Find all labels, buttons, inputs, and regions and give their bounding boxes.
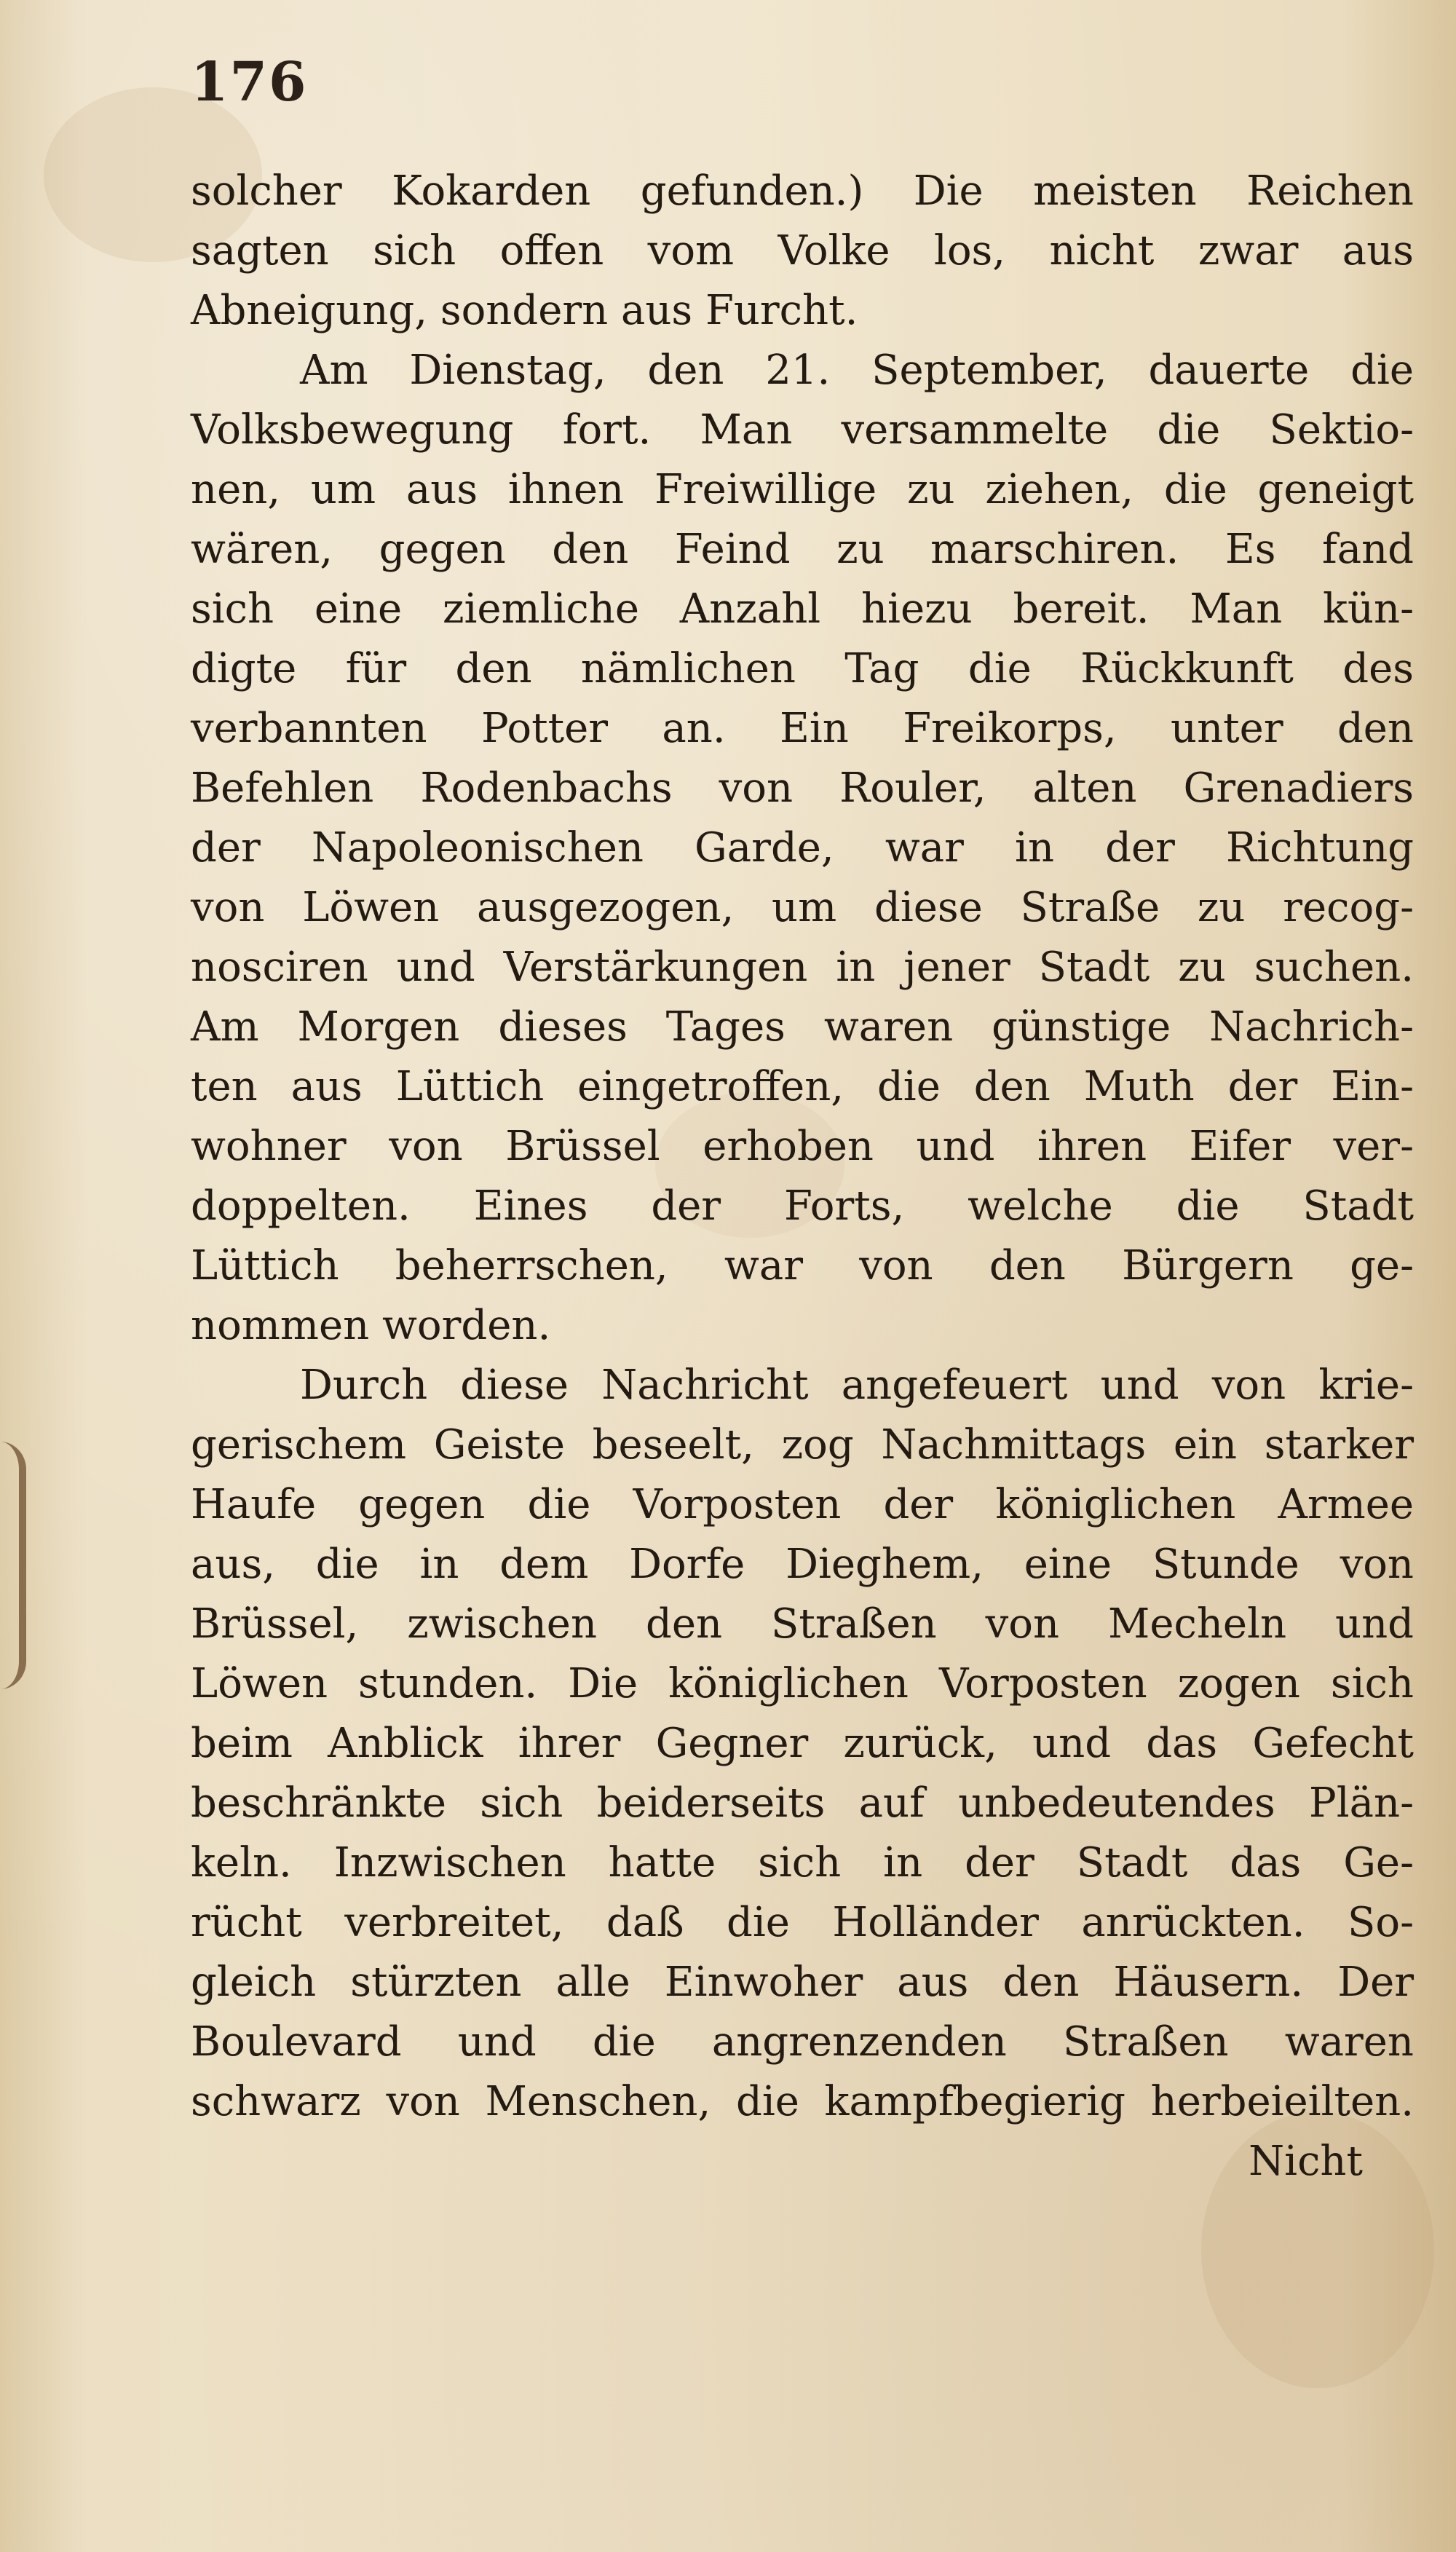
body-text [191, 162, 1414, 2192]
text-line: beim Anblick ihrer Gegner zurück, und das Gefecht [191, 1720, 1414, 1767]
text-line: Durch diese Nachricht angefeuert und von krie- [300, 1362, 1414, 1409]
text-line: ten aus Lüttich eingetroffen, die den Muth der Ein- [191, 1063, 1414, 1110]
text-line: schwarz von Menschen, die kampfbegierig herbeieilten. [191, 2078, 1414, 2125]
text-line: Am Morgen dieses Tages waren günstige Nachrich- [191, 1003, 1414, 1051]
text-line: beschränkte sich beiderseits auf unbedeutendes Plän- [191, 1779, 1414, 1827]
text-line: nen, um aus ihnen Freiwillige zu ziehen, die geneigt [191, 466, 1414, 513]
text-line: gleich stürzten alle Einwoher aus den Häusern. Der [191, 1959, 1414, 2006]
text-line: digte für den nämlichen Tag die Rückkunft des [191, 645, 1414, 692]
text-line: sich eine ziemliche Anzahl hiezu bereit. Man kün- [191, 585, 1414, 633]
catchword: Nicht [1249, 2138, 1363, 2185]
text-line: doppelten. Eines der Forts, welche die Stadt [191, 1182, 1414, 1230]
text-line: Volksbewegung fort. Man versammelte die Sektio- [191, 406, 1414, 454]
text-line: verbannten Potter an. Ein Freikorps, unter den [191, 705, 1414, 752]
text-line: rücht verbreitet, daß die Holländer anrückten. So- [191, 1899, 1414, 1946]
text-line: Abneigung, sondern aus Furcht. [191, 287, 858, 334]
text-line: aus, die in dem Dorfe Dieghem, eine Stunde von [191, 1541, 1414, 1588]
text-line: der Napoleonischen Garde, war in der Richtung [191, 824, 1414, 872]
text-line: Brüssel, zwischen den Straßen von Mecheln und [191, 1600, 1414, 1648]
text-line: nosciren und Verstärkungen in jener Stadt zu suchen. [191, 944, 1414, 991]
text-line: wohner von Brüssel erhoben und ihren Eifer ver- [191, 1123, 1414, 1170]
text-line: Lüttich beherrschen, war von den Bürgern ge- [191, 1242, 1414, 1289]
text-line: Boulevard und die angrenzenden Straßen waren [191, 2018, 1414, 2066]
text-line: Am Dienstag, den 21. September, dauerte die [300, 347, 1414, 394]
text-line: nommen worden. [191, 1302, 551, 1349]
text-line: gerischem Geiste beseelt, zog Nachmittags ein starker [191, 1421, 1414, 1469]
text-line: wären, gegen den Feind zu marschiren. Es fand [191, 526, 1414, 573]
text-line: Haufe gegen die Vorposten der königlichen Armee [191, 1481, 1414, 1528]
text-line: keln. Inzwischen hatte sich in der Stadt das Ge- [191, 1839, 1414, 1887]
text-line: Löwen stunden. Die königlichen Vorposten zogen sich [191, 1660, 1414, 1707]
page-number: 176 [191, 51, 308, 114]
text-line: von Löwen ausgezogen, um diese Straße zu recog- [191, 884, 1414, 931]
text-line: solcher Kokarden gefunden.) Die meisten Reichen [191, 167, 1414, 215]
binding-edge-mark [0, 1442, 26, 1689]
text-line: sagten sich offen vom Volke los, nicht zwar aus [191, 227, 1414, 274]
text-line: Befehlen Rodenbachs von Rouler, alten Grenadiers [191, 765, 1414, 812]
